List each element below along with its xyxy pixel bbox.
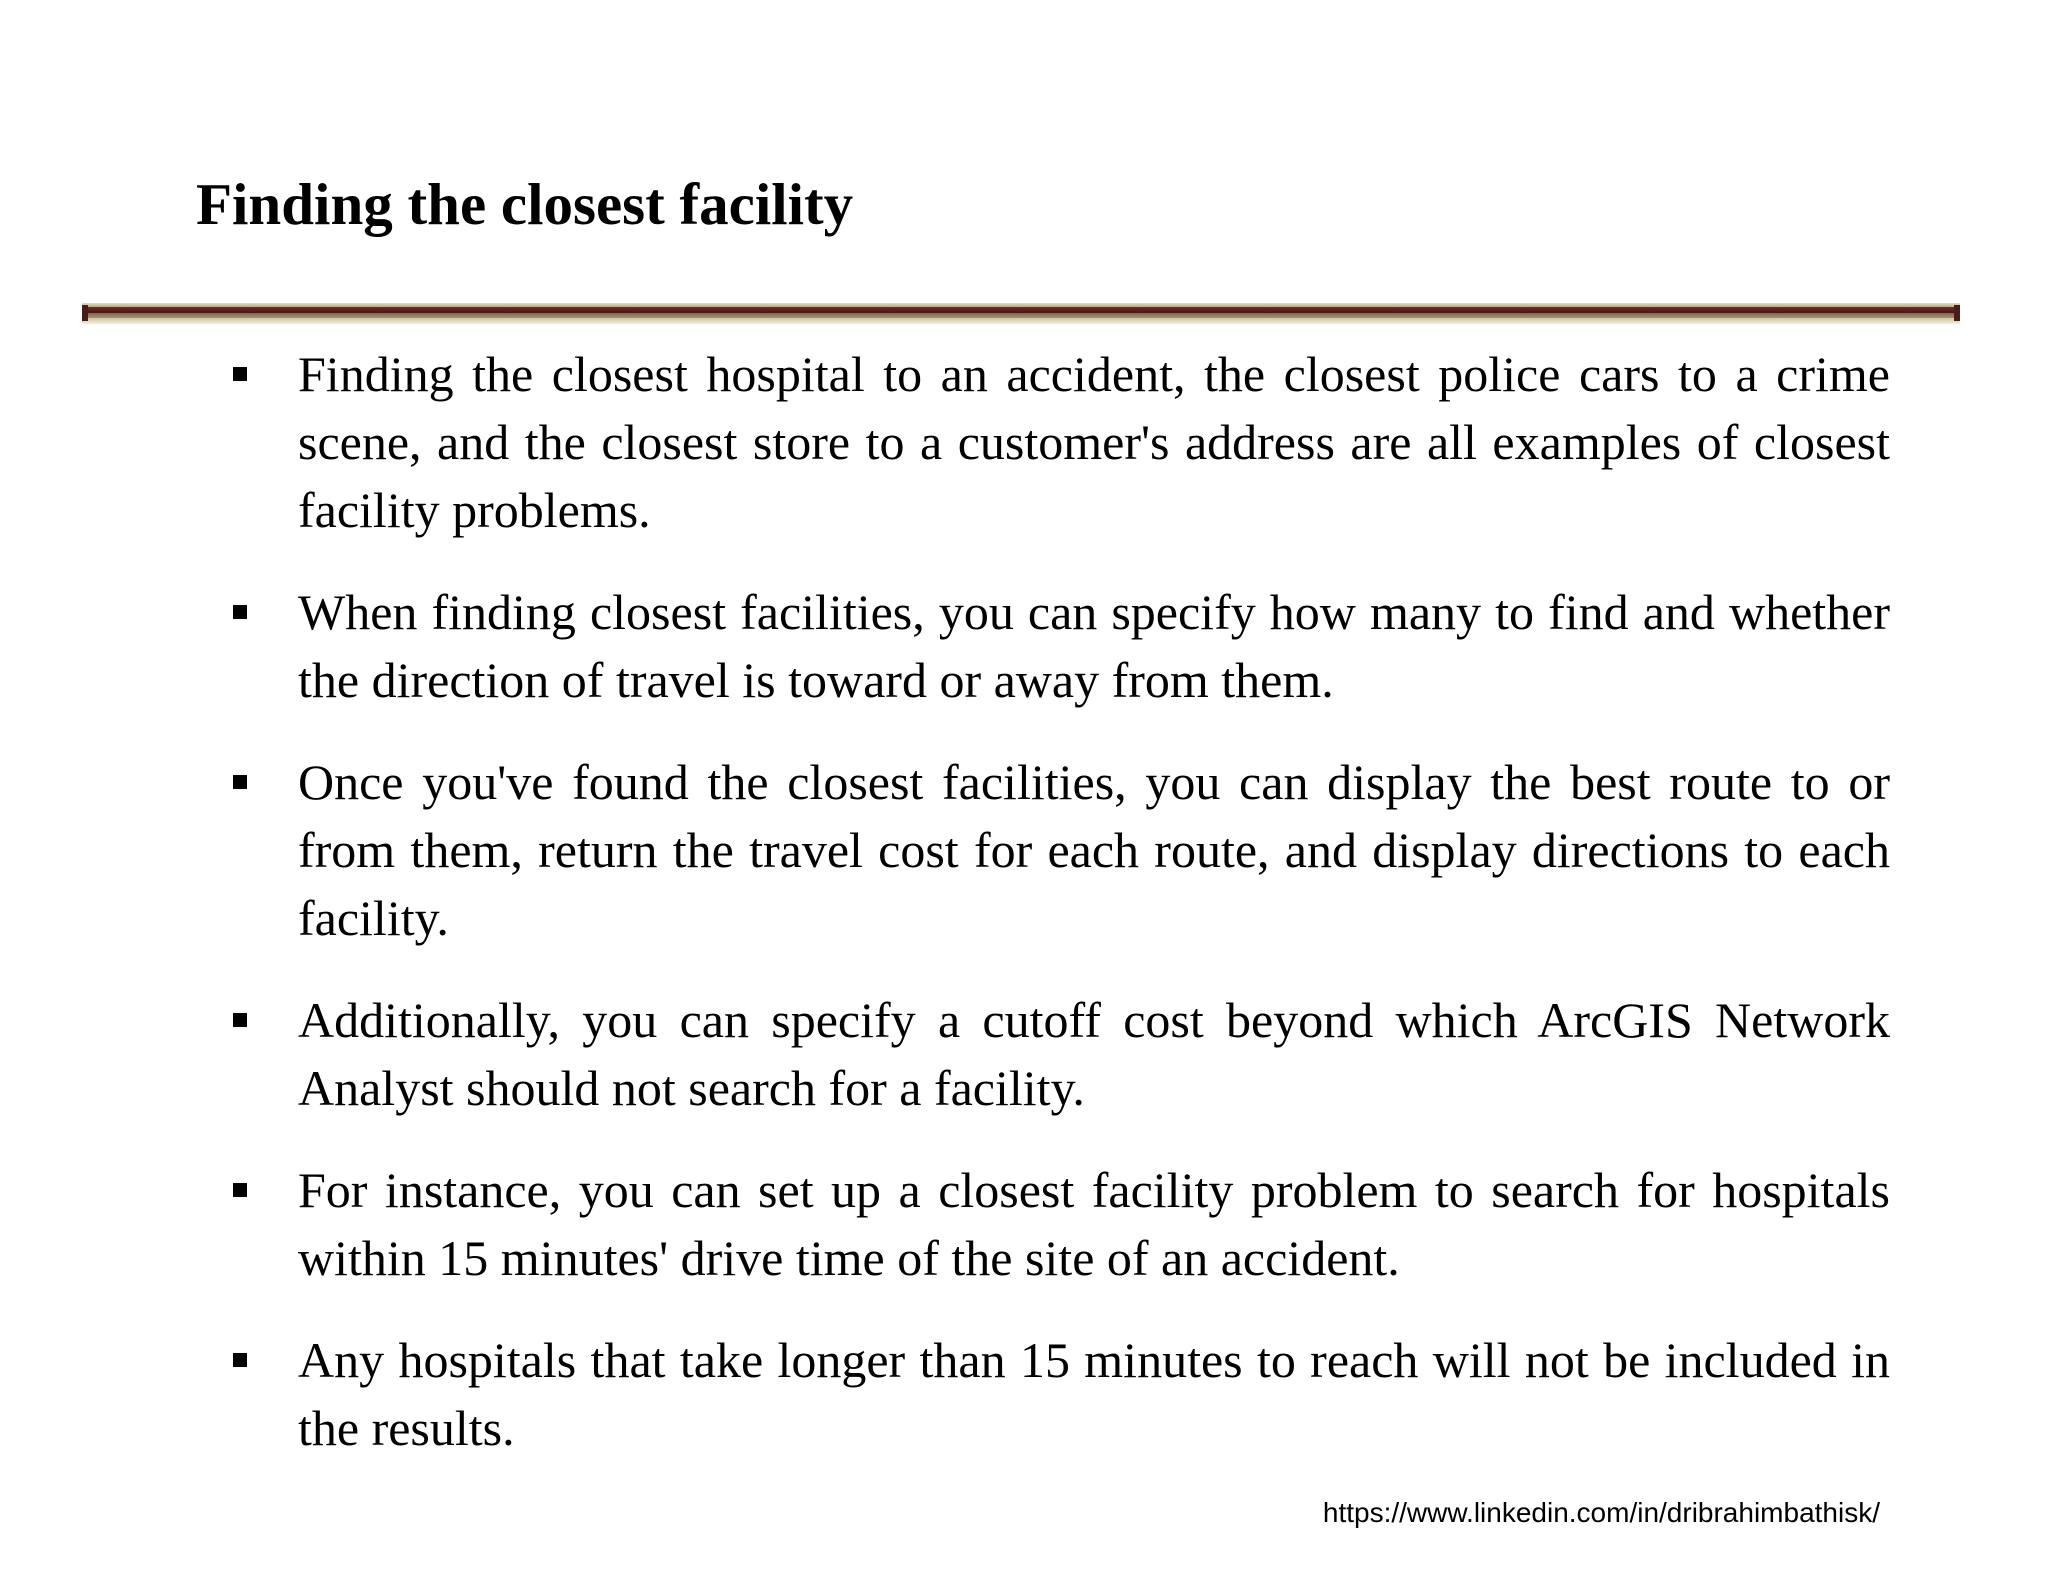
square-bullet-icon <box>233 775 247 789</box>
divider-end-left <box>82 305 88 321</box>
slide-title: Finding the closest facility <box>196 171 854 237</box>
bullet-item <box>230 1326 1890 1462</box>
bullet-text: Once you've found the closest facilities, you can display the best route to or from them, return the travel cost for each route, and display directions to each facility. <box>298 754 1890 946</box>
bullet-text: For instance, you can set up a closest facility problem to search for hospitals within 15 minutes' drive time of the site of an accident. <box>298 1162 1890 1286</box>
bullet-item <box>230 986 1890 1122</box>
bullet-item <box>230 1156 1890 1292</box>
bullet-item <box>230 578 1890 714</box>
bullet-item <box>230 340 1890 544</box>
bullet-text: Finding the closest hospital to an accident, the closest police cars to a crime scene, and the closest store to a customer's address are all examples of closest facility problems. <box>298 346 1890 538</box>
bullet-text: When finding closest facilities, you can specify how many to find and whether the direction of travel is toward or away from them. <box>298 584 1890 708</box>
bullet-text: Additionally, you can specify a cutoff cost beyond which ArcGIS Network Analyst should not search for a facility. <box>298 992 1890 1116</box>
bullet-item <box>230 748 1890 952</box>
divider-end-right <box>1954 305 1960 321</box>
footer-url: https://www.linkedin.com/in/dribrahimbathisk/ <box>1322 1497 1880 1528</box>
title-divider <box>82 303 1960 324</box>
square-bullet-icon <box>233 1013 247 1027</box>
square-bullet-icon <box>233 1353 247 1367</box>
square-bullet-icon <box>233 605 247 619</box>
square-bullet-icon <box>233 1183 247 1197</box>
bullet-list <box>230 340 1890 1496</box>
divider-band-low <box>82 318 1960 324</box>
bullet-text: Any hospitals that take longer than 15 minutes to reach will not be included in the results. <box>298 1332 1890 1456</box>
square-bullet-icon <box>233 367 247 381</box>
